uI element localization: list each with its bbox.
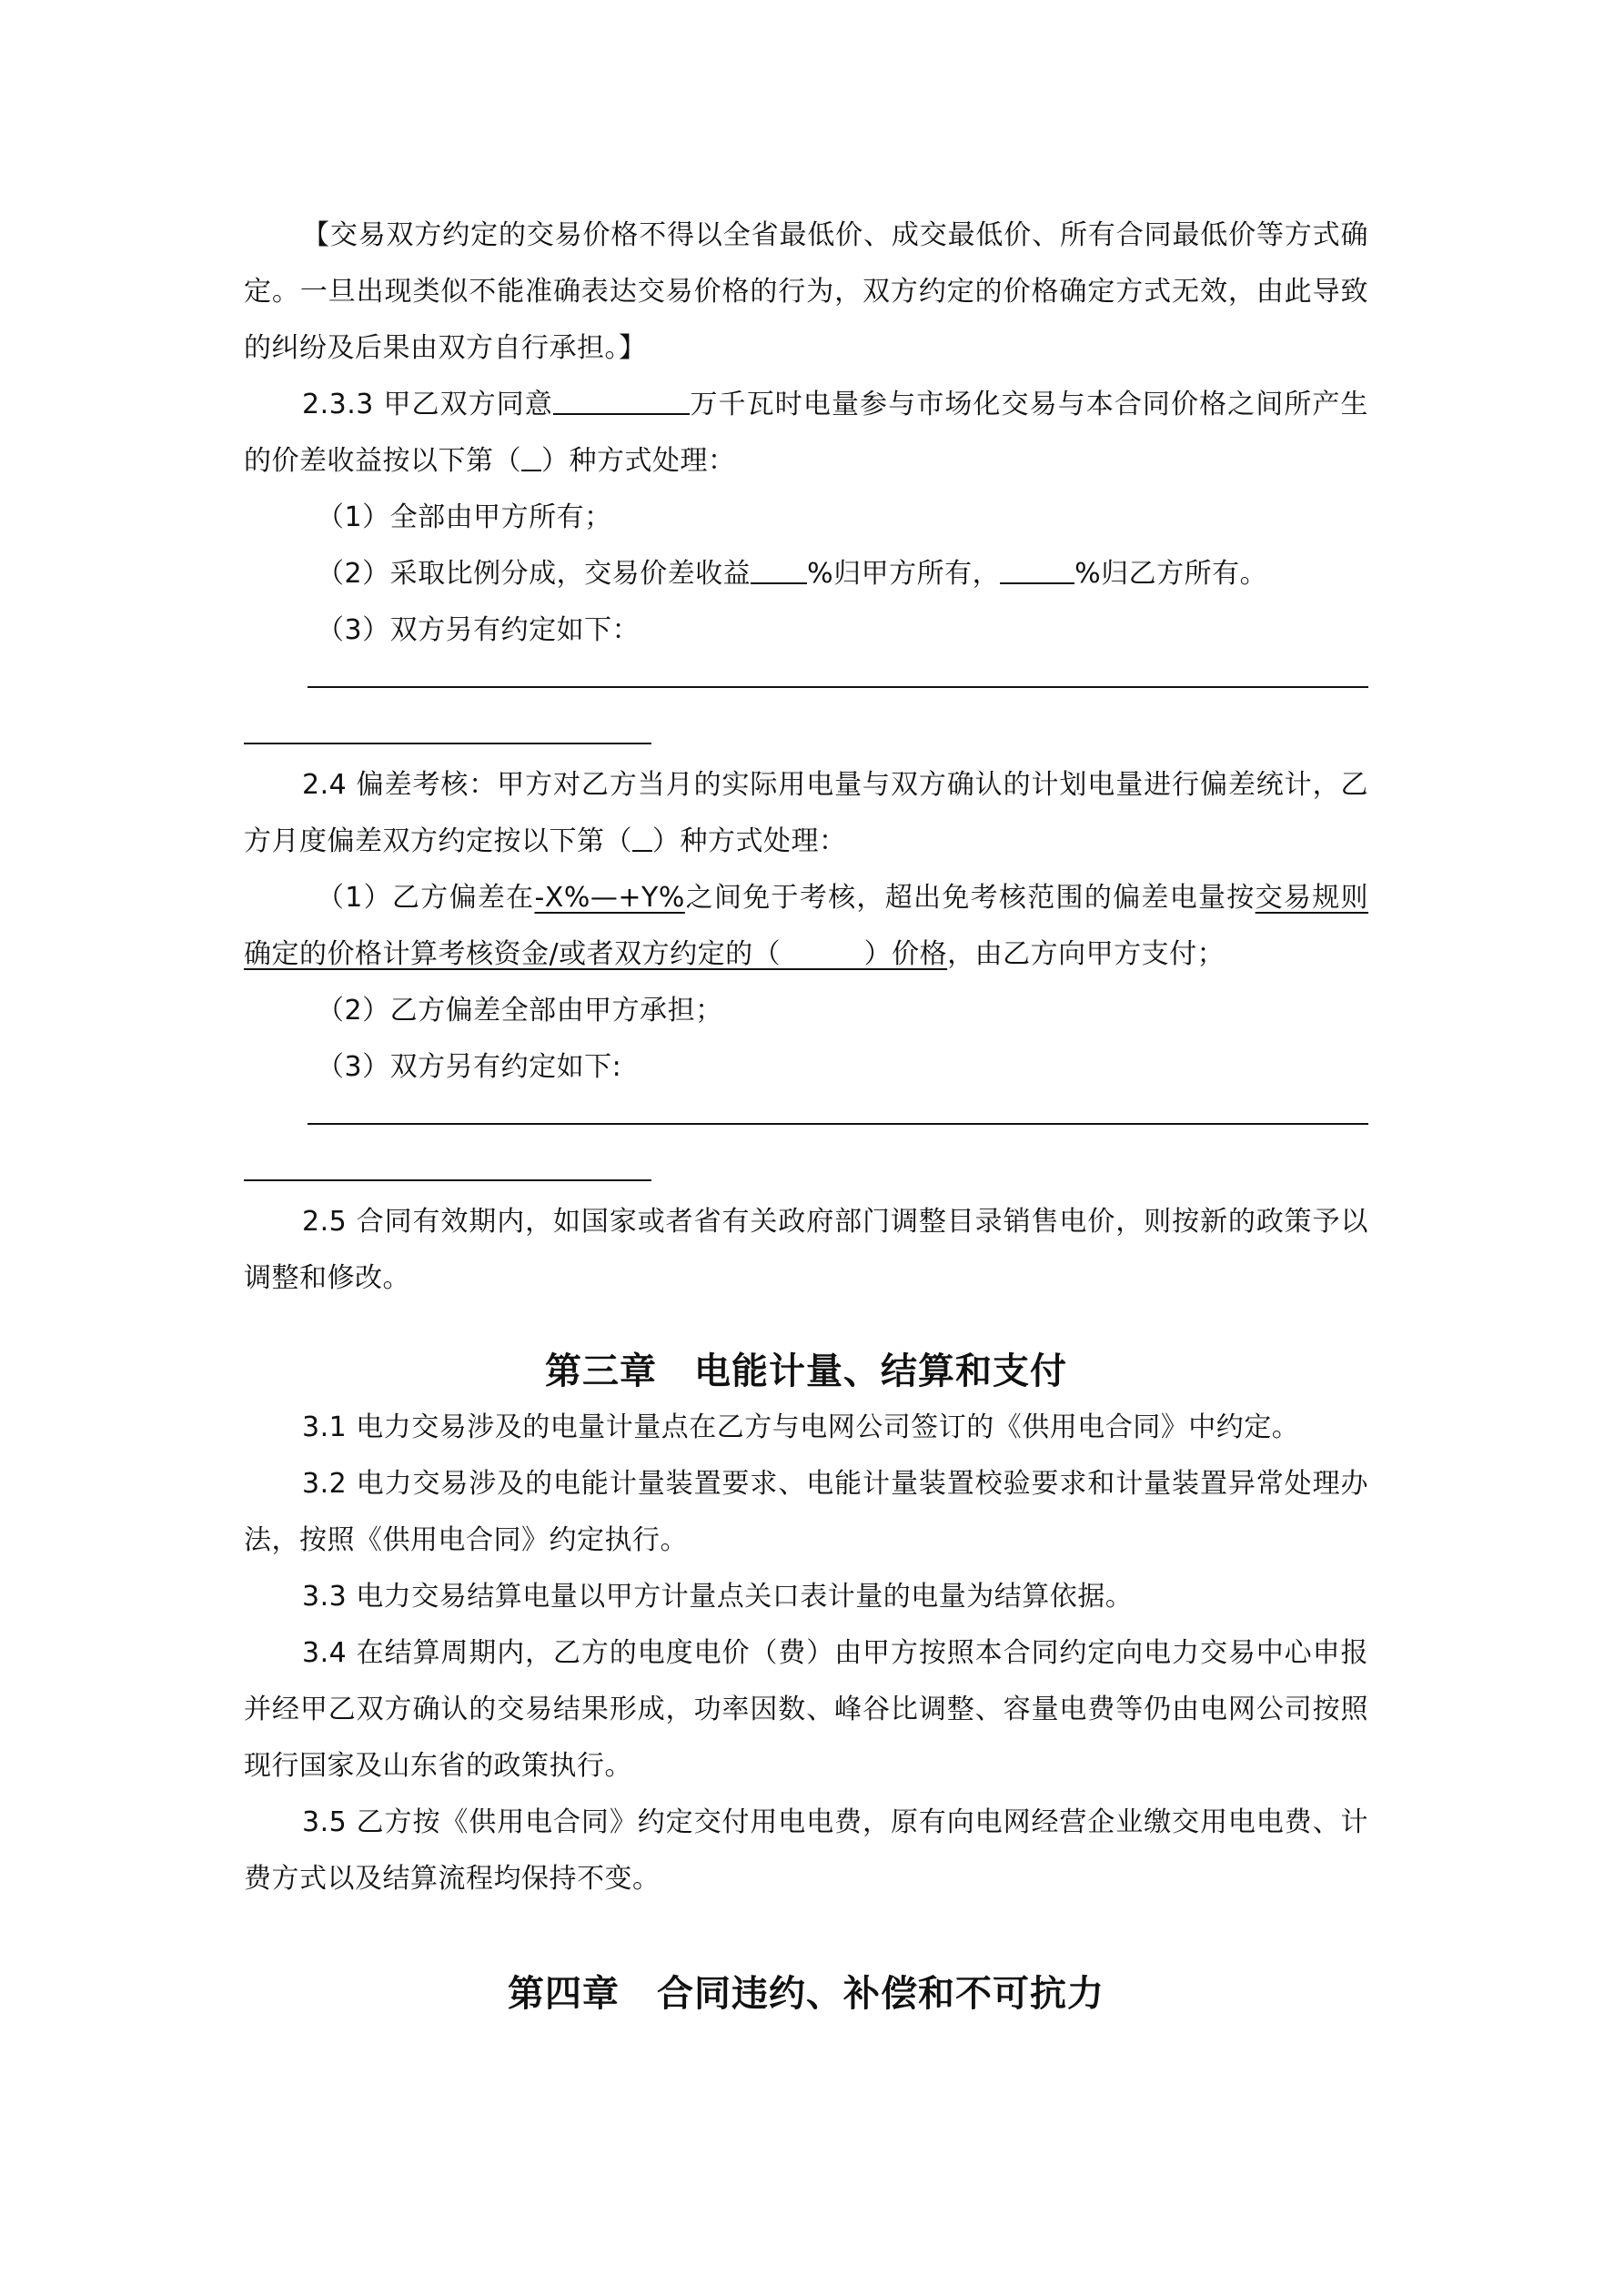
clause-2-5: 2.5 合同有效期内，如国家或者省有关政府部门调整目录销售电价，则按新的政策予以调整和修改。 [244,1206,1368,1294]
clause-2-3-3-option-2 [244,546,1368,602]
clause-2-4-option-3: （3）双方另有约定如下: [317,1051,622,1083]
option-number-blank[interactable] [521,442,541,471]
deviation-other-agreement-fill-line[interactable] [308,1123,1368,1125]
option-2-part3: %归乙方所有。 [1074,558,1268,590]
option-2-part1: （2）采取比例分成，交易价差收益 [317,558,751,590]
document-page [244,207,1368,2022]
clause-2-4-option-1 [244,870,1368,983]
clause-3-2: 3.2 电力交易涉及的电能计量装置要求、电能计量装置校验要求和计量装置异常处理办法，按照《供用电合同》约定执行。 [244,1468,1368,1556]
chapter-4-title: 第四章 合同违约、补偿和不可抗力 [508,1973,1105,2015]
chapter-3-title: 第三章 电能计量、结算和支付 [545,1350,1067,1392]
clause-2-4 [244,757,1368,870]
clause-2-3-3-option-3: （3）双方另有约定如下： [317,614,641,646]
energy-amount-blank[interactable] [553,386,690,415]
pricing-rule: 交易规则确定的价格计算考核资金/或者双方约定的（ ）价格 [244,882,1369,970]
deviation-range: -X%—+Y% [534,882,685,914]
option-1-part1: （1）乙方偏差在 [317,882,535,914]
clause-2-3-3-option-1: （1）全部由甲方所有； [317,501,612,533]
option-1-part2: 之间免于考核，超出免考核范围的偏差电量按 [684,882,1256,914]
option-1-part3: ，由乙方向甲方支付； [947,938,1226,970]
deviation-option-blank[interactable] [632,823,652,852]
clause-2-4-text1: 2.4 偏差考核：甲方对乙方当月的实际用电量与双方确认的计划电量进行偏差统计，乙方月度偏差双方约定按以下第（ [244,769,1368,857]
clause-3-4: 3.4 在结算周期内，乙方的电度电价（费）由甲方按照本合同约定向电力交易中心申报并经甲乙双方确认的交易结果形成，功率因数、峰谷比调整、容量电费等仍由电网公司按照现行国家及山东省的政策执行。 [244,1637,1368,1782]
clause-2-3-3-suffix: 万千瓦时电量参与市场化交易与本合同价格之间所产生的价差收益按以下第（ [244,389,1369,477]
clause-3-1: 3.1 电力交易涉及的电量计量点在乙方与电网公司签订的《供用电合同》中约定。 [302,1411,1300,1443]
other-agreement-fill-line-continued[interactable] [244,743,651,744]
party-b-percent-blank[interactable] [1000,555,1074,584]
price-note-paragraph: 【交易双方约定的交易价格不得以全省最低价、成交最低价、所有合同最低价等方式确定。一旦出现类似不能准确表达交易价格的行为，双方约定的价格确定方式无效，由此导致的纠纷及后果由双方自行承担。】 [244,219,1368,364]
clause-2-3-3-suffix2: ）种方式处理： [541,445,736,477]
clause-2-3-3 [244,377,1368,490]
clause-2-4-text2: ）种方式处理： [652,825,847,857]
clause-2-3-3-prefix: 2.3.3 甲乙双方同意 [302,389,553,420]
clause-3-5: 3.5 乙方按《供用电合同》约定交付用电电费，原有向电网经营企业缴交用电电费、计费方式以及结算流程均保持不变。 [244,1806,1368,1895]
party-a-percent-blank[interactable] [751,555,807,584]
option-2-part2: %归甲方所有， [807,558,1001,590]
deviation-other-agreement-fill-line-continued[interactable] [244,1179,651,1181]
clause-2-4-option-2: （2）乙方偏差全部由甲方承担； [317,995,723,1027]
other-agreement-fill-line[interactable] [308,686,1368,688]
clause-3-3: 3.3 电力交易结算电量以甲方计量点关口表计量的电量为结算依据。 [302,1581,1134,1613]
